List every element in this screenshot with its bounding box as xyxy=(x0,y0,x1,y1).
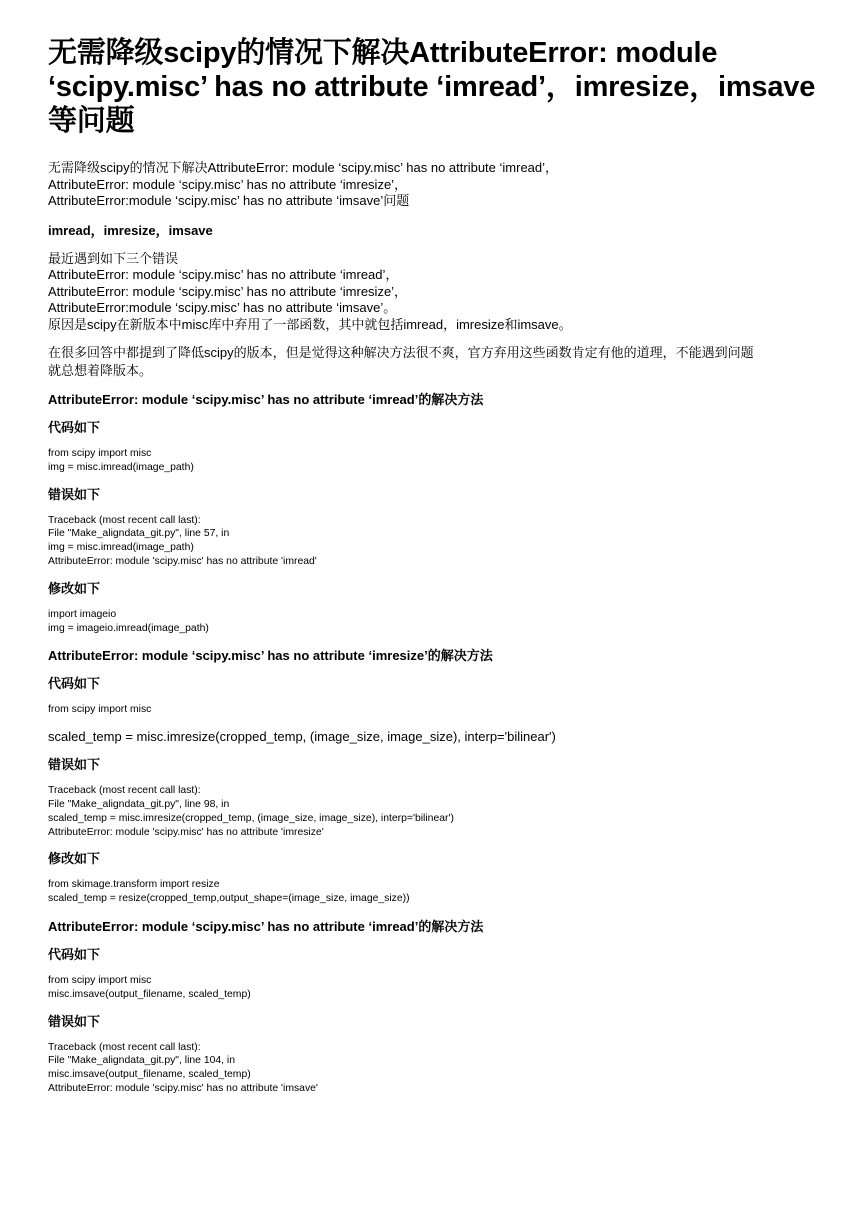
error-line: File "Make_aligndata_git.py", line 104, in xyxy=(48,1055,236,1067)
code-block xyxy=(48,974,818,1002)
section-title-imsave: AttributeError: module ‘scipy.misc’ has no attribute ‘imread’的解决方法 xyxy=(48,918,484,934)
code-label: 代码如下 xyxy=(48,420,101,435)
error-line: scaled_temp = misc.imresize(cropped_temp, (image_size, image_size), interp='bilinear') xyxy=(48,812,454,824)
error-label: 错误如下 xyxy=(48,757,101,773)
fix-block xyxy=(48,878,818,906)
code-block xyxy=(48,703,818,717)
error-line: File "Make_aligndata_git.py", line 57, in xyxy=(48,528,230,540)
document-page xyxy=(48,36,818,1096)
intro-line: 无需降级scipy的情况下解决AttributeError: module ‘scipy.misc’ has no attribute ‘imread’， xyxy=(48,160,559,175)
errors-intro-line: 原因是scipy在新版本中misc库中弃用了一部函数，其中就包括imread，imresize和imsave。 xyxy=(48,316,572,332)
error-block xyxy=(48,784,818,839)
opinion-line: 就总想着降版本。 xyxy=(48,362,153,378)
fix-line: img = imageio.imread(image_path) xyxy=(48,622,209,634)
fix-label: 修改如下 xyxy=(48,580,101,596)
errors-intro-line: AttributeError: module ‘scipy.misc’ has no attribute ‘imread’， xyxy=(48,267,399,282)
errors-intro-paragraph xyxy=(48,251,818,334)
error-block xyxy=(48,1041,818,1096)
error-block xyxy=(48,514,818,569)
code-line-large: scaled_temp = misc.imresize(cropped_temp, (image_size, image_size), interp='bilinear') xyxy=(48,729,556,745)
error-line: AttributeError: module 'scipy.misc' has no attribute 'imresize' xyxy=(48,826,324,838)
code-label: 代码如下 xyxy=(48,946,101,962)
fix-line: from skimage.transform import resize xyxy=(48,879,220,891)
error-line: Traceback (most recent call last): xyxy=(48,514,201,526)
error-label: 错误如下 xyxy=(48,1013,101,1029)
intro-line: AttributeError:module ‘scipy.misc’ has no attribute ‘imsave’问题 xyxy=(48,193,410,208)
errors-intro-line: 最近遇到如下三个错误 xyxy=(48,250,179,266)
code-line: from scipy import misc xyxy=(48,448,152,459)
intro-line: AttributeError: module ‘scipy.misc’ has no attribute ‘imresize’， xyxy=(48,176,408,192)
code-line: img = misc.imread(image_path) xyxy=(48,461,194,473)
error-line: img = misc.imread(image_path) xyxy=(48,542,194,554)
code-line: from scipy import misc xyxy=(48,704,152,716)
section-title-imread: AttributeError: module ‘scipy.misc’ has no attribute ‘imread’的解决方法 xyxy=(48,392,484,407)
error-line: Traceback (most recent call last): xyxy=(48,785,201,797)
error-line: Traceback (most recent call last): xyxy=(48,1041,201,1053)
fix-line: import imageio xyxy=(48,608,117,620)
errors-intro-line: AttributeError:module ‘scipy.misc’ has no attribute ‘imsave’。 xyxy=(48,300,397,315)
section-title-imresize: AttributeError: module ‘scipy.misc’ has no attribute ‘imresize’的解决方法 xyxy=(48,648,493,664)
code-line: from scipy import misc xyxy=(48,974,152,986)
errors-intro-line: AttributeError: module ‘scipy.misc’ has no attribute ‘imresize’， xyxy=(48,283,408,299)
keywords-line: imread，imresize，imsave xyxy=(48,222,213,238)
page-title: 无需降级scipy的情况下解决AttributeError: module ‘scipy.misc’ has no attribute ‘imread’，imresize，imsave等问题 xyxy=(48,37,816,137)
fix-block xyxy=(48,608,818,636)
opinion-paragraph xyxy=(48,344,818,379)
error-line: AttributeError: module 'scipy.misc' has no attribute 'imsave' xyxy=(48,1082,318,1094)
code-block xyxy=(48,447,818,475)
error-line: misc.imsave(output_filename, scaled_temp) xyxy=(48,1069,251,1081)
code-label: 代码如下 xyxy=(48,676,101,692)
error-label: 错误如下 xyxy=(48,486,101,502)
intro-paragraph xyxy=(48,160,818,210)
fix-label: 修改如下 xyxy=(48,851,101,867)
code-line: misc.imsave(output_filename, scaled_temp) xyxy=(48,988,251,1000)
fix-line: scaled_temp = resize(cropped_temp,output_shape=(image_size, image_size)) xyxy=(48,893,410,905)
opinion-line: 在很多回答中都提到了降低scipy的版本，但是觉得这种解决方法很不爽，官方弃用这些函数肯定有他的道理，不能遇到问题 xyxy=(48,345,754,360)
error-line: File "Make_aligndata_git.py", line 98, in xyxy=(48,798,230,810)
error-line: AttributeError: module 'scipy.misc' has no attribute 'imread' xyxy=(48,555,317,567)
